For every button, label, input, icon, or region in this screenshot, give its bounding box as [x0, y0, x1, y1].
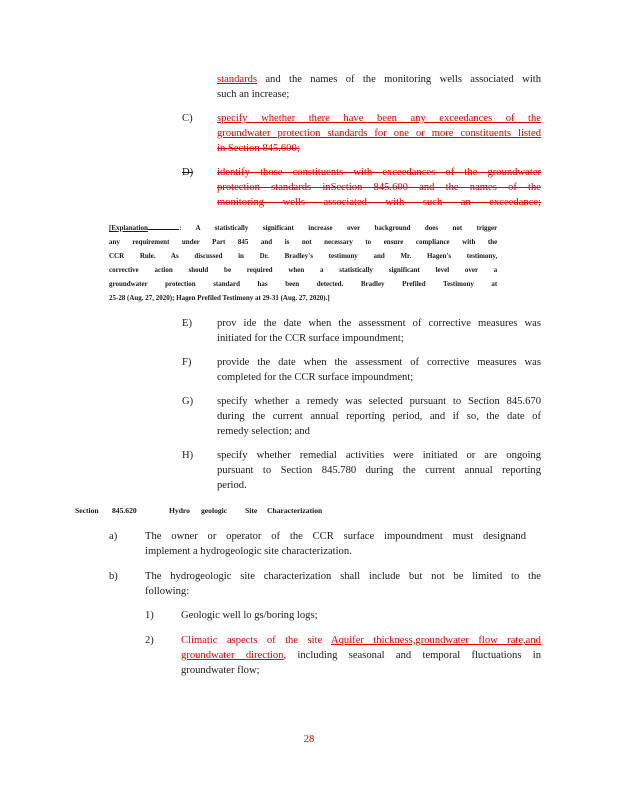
- item-b-text: The hydrogeologic site characterization shall include but not be limited to the following:: [145, 571, 541, 597]
- item-d-text-struck: identify those constituents with exceedances of the groundwater protection standards inSection 845.600 and the names of the monitoring wells associated with such an exceedance;: [217, 167, 541, 208]
- item-h-text: specify whether remedial activities were initiated or are ongoing pursuant to Section 845.780 during the current annual reporting period.: [217, 450, 541, 491]
- item-e-text: prov ide the date when the assessment of corrective measures was initiated for the CCR surface impoundment;: [217, 318, 541, 344]
- underline-rule: [148, 221, 179, 230]
- inserted-text: standards: [217, 74, 258, 85]
- item-g-label: G): [182, 396, 194, 407]
- sub-2-label: 2): [145, 635, 154, 646]
- continuation-line-2: such an increase;: [217, 89, 290, 100]
- item-a-label: a): [109, 531, 118, 542]
- item-a-text: The owner or operator of the CCR surface impoundment must designand implement a hydrogeologic site characterization.: [145, 531, 526, 557]
- item-b-label: b): [109, 571, 118, 582]
- page-number: 28: [303, 734, 315, 745]
- item-d-label: D): [182, 167, 194, 178]
- item-c-label: C): [182, 113, 193, 124]
- section-word: Section: [75, 506, 99, 515]
- item-f-text: provide the date when the assessment of corrective measures was completed for the CCR surface impoundment;: [217, 357, 541, 383]
- item-g-text: specify whether a remedy was selected pursuant to Section 845.670 during the current annual reporting period, and if so, the date of remedy selection; and: [217, 396, 541, 437]
- item-h-label: H): [182, 450, 194, 461]
- explanation-note: [Explanation : A statistically significant increase over background does not trigger any requirement under Part 845 and is not necessary to ensure compliance with the CCR Rule. As discussed in Dr. Bradley's testimony and Mr. Hagen's testimony, corrective action should be required when a statistically significant level over a groundwater protection standard has been detected. Bradley Prefiled Testimony at 25-28 (Aug. 27, 2020); Hagen Prefiled Testimony at 29-31 (Aug. 27, 2020).]: [109, 223, 498, 302]
- item-f-label: F): [182, 357, 192, 368]
- item-c-text: specify whether there have been any exceedances of the groundwater protection standards for one or more constituents listed in Section 845.600;: [217, 113, 541, 154]
- sub-1-label: 1): [145, 610, 154, 621]
- continuation-paragraph: [217, 72, 541, 102]
- continuation-line-1: standards and the names of the monitoring wells associated with: [217, 74, 541, 85]
- item-e-label: E): [182, 318, 192, 329]
- sub-2-text: Climatic aspects of the site Aquifer thickness,groundwater flow rate,and groundwater direction, including seasonal and temporal fluctuations in groundwater flow;: [181, 635, 541, 676]
- section-number: 845.620: [112, 506, 137, 515]
- document-page: standards and the names of the monitoring wells associated with such an increase; C) specify whether there have been any exceedances of the groundwater protection standards for one or more constituents listed in Section 845.600; D) identify those constituents with exceedances of the groundwater protection standards inSection 845.600 and the names of the monitoring wells associated with such an exceedance; [Explanation : A statistically significant increase over background does not trigger any requirement under Part 845 and is not necessary to ensure compliance with the CCR Rule. As discussed in Dr. Bradley's testimony and Mr. Hagen's testimony, corrective action should be required when a statistically significant level over a groundwater protection standard has been detected. Bradley Prefiled Testimony at 25-28 (Aug. 27, 2020); Hagen Prefiled Testimony at 29-31 (Aug. 27, 2020).] E) prov ide the date when the assessment of corrective measures was initiated for the CCR surface impoundment; F) provide the date when the assessment of corrective measures was completed for the CCR surface impoundment; G) specify whether a remedy was selected pursuant to Section 845.670 during the current annual reporting period, and if so, the date of remedy selection; and H) specify whether remedial activities were initiated or are ongoing pursuant to Section 845.780 during the current annual reporting period. Section 845.620 Hydro geologic Site Characterization a) The owner or operator of the CCR surface impoundment must designand implement a hydrogeologic site characterization. b) The hydrogeologic site characterization shall include but not be limited to the following: 1) Geologic well lo gs/boring logs; 2) Climatic aspects of the site Aquifer thickness,groundwater flow rate,and groundwater direction, including seasonal and temporal fluctuations in groundwater flow; 28: [0, 0, 618, 800]
- sub-1-text: Geologic well lo gs/boring logs;: [181, 610, 318, 621]
